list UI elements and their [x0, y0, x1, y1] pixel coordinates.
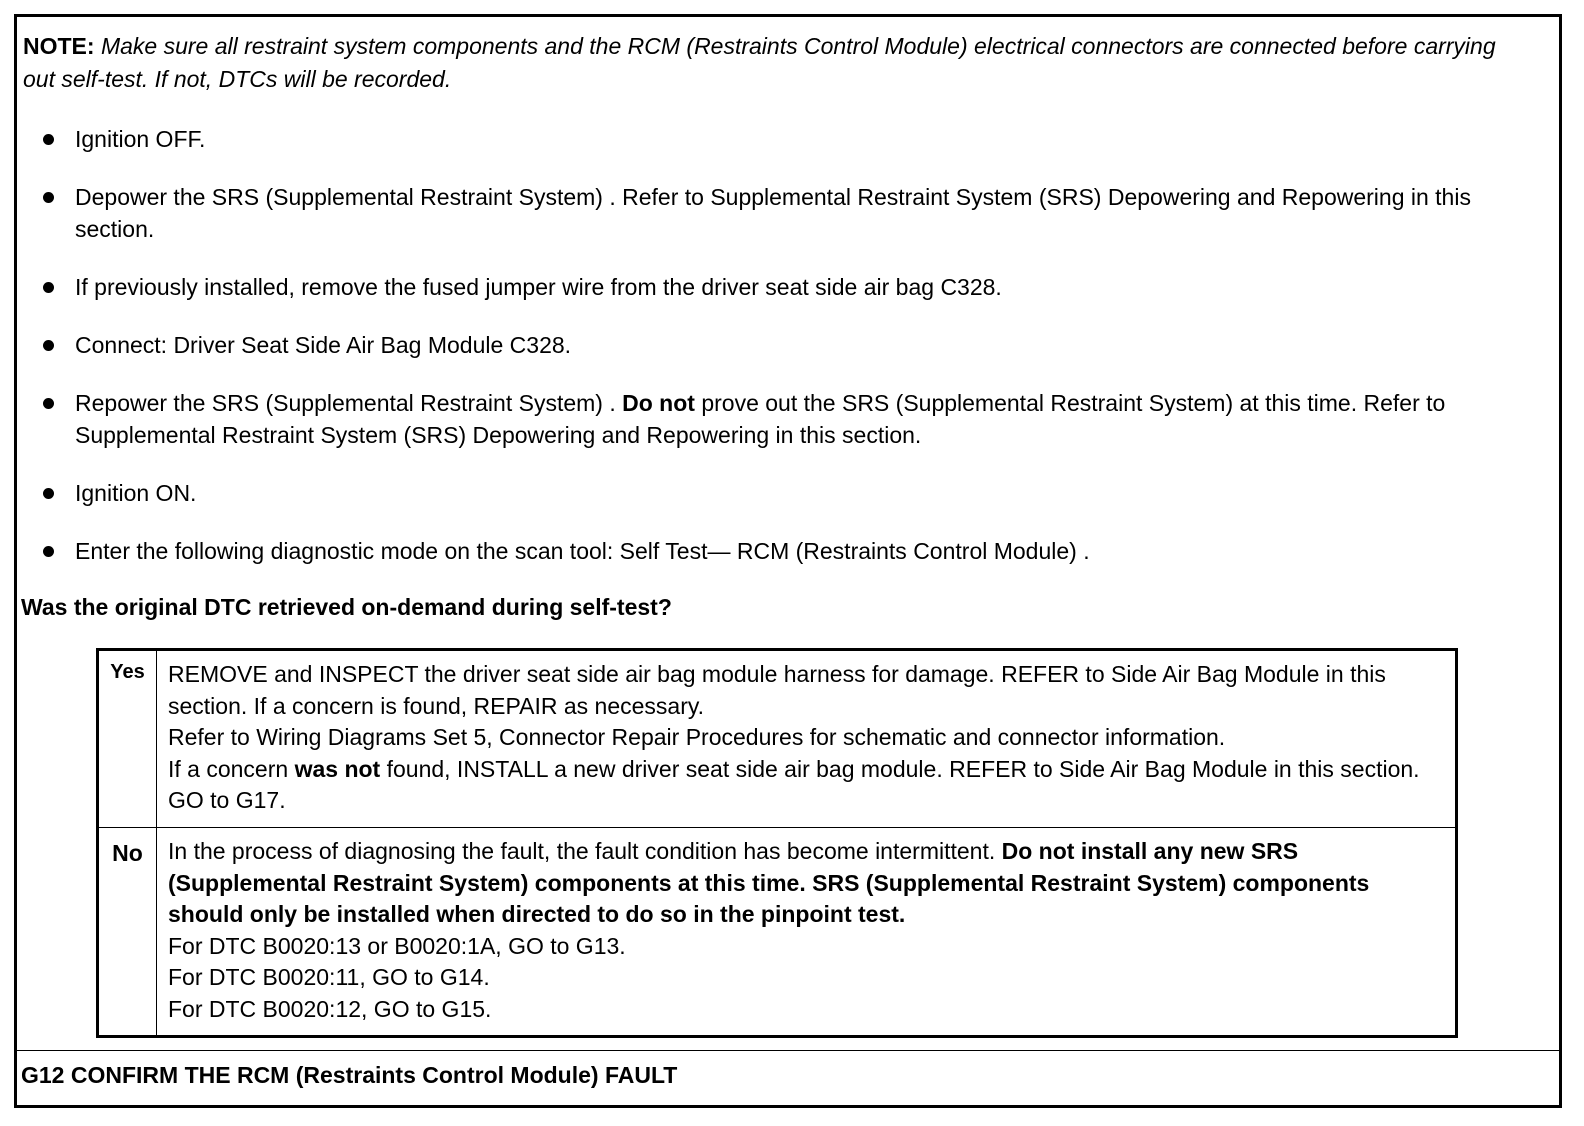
list-item — [17, 387, 1527, 451]
step-text: Depower the SRS (Supplemental Restraint System) . Refer to Supplemental Restraint System (SRS) Depowering and Repowering in this section. — [75, 184, 1471, 242]
note — [23, 30, 1503, 96]
step-text-part: prove out the SRS (Supplemental Restraint System) at this time. Refer to Supplemental Restraint System (SRS) Depowering and Repowering in this section. — [75, 390, 1446, 448]
answer-table — [96, 648, 1458, 1038]
step-text: Connect: Driver Seat Side Air Bag Module C328. — [75, 332, 572, 358]
step-title: G12 CONFIRM THE RCM (Restraints Control Module) FAULT — [21, 1062, 678, 1088]
note-text: Make sure all restraint system components and the RCM (Restraints Control Module) electrical connectors are connected before carrying out self-test. If not, DTCs will be recorded. — [23, 33, 1496, 92]
answer-line — [168, 836, 1448, 931]
step-text — [75, 387, 1527, 451]
bullet-icon — [43, 340, 54, 351]
bullet-icon — [43, 134, 54, 145]
bullet-icon — [43, 282, 54, 293]
answer-line — [168, 754, 1448, 817]
bullet-icon — [43, 488, 54, 499]
answer-line: For DTC B0020:12, GO to G15. — [168, 995, 492, 1022]
procedure-frame — [14, 14, 1562, 1108]
list-item — [17, 271, 1527, 303]
list-item — [17, 535, 1527, 567]
step-text: Ignition OFF. — [75, 126, 206, 152]
table-row — [99, 651, 1455, 828]
answer-text-part: If a concern — [168, 755, 289, 782]
answer-text-part: found, INSTALL a new driver seat side air bag module. REFER to Side Air Bag Module in this section. GO to G17. — [168, 755, 1420, 814]
answer-line: For DTC B0020:13 or B0020:1A, GO to G13. — [168, 932, 626, 959]
divider — [17, 1050, 1559, 1051]
answer-body-yes — [168, 659, 1448, 817]
answer-line: REMOVE and INSPECT the driver seat side air bag module harness for damage. REFER to Side Air Bag Module in this section. If a concern is found, REPAIR as necessary. — [168, 661, 1386, 719]
list-item — [17, 477, 1527, 509]
list-item — [17, 123, 1527, 155]
step-emphasis: Do not — [622, 390, 695, 416]
step-text: Ignition ON. — [75, 480, 197, 506]
bullet-icon — [43, 398, 54, 409]
question-heading: Was the original DTC retrieved on-demand during self-test? — [21, 594, 672, 620]
step-text: Enter the following diagnostic mode on the scan tool: Self Test— RCM (Restraints Control Module) . — [75, 538, 1090, 564]
answer-text-part: In the process of diagnosing the fault, the fault condition has become intermittent. — [168, 838, 996, 864]
bullet-icon — [43, 546, 54, 557]
bullet-icon — [43, 192, 54, 203]
answer-line: For DTC B0020:11, GO to G14. — [168, 964, 490, 991]
step-text: If previously installed, remove the fused jumper wire from the driver seat side air bag C328. — [75, 274, 1002, 300]
answer-line: Refer to Wiring Diagrams Set 5, Connector Repair Procedures for schematic and connector information. — [168, 724, 1226, 751]
note-label: NOTE: — [23, 33, 95, 59]
answer-key-yes: Yes — [99, 651, 157, 827]
answer-emphasis: Do not install any new SRS (Supplemental Restraint System) components at this time. SRS (Supplemental Restraint System) components should only be installed when directed to do so in the pinpoint test. — [168, 838, 1370, 928]
list-item — [17, 329, 1527, 361]
list-item — [17, 181, 1527, 245]
table-row — [99, 828, 1455, 1035]
answer-body-no — [168, 836, 1448, 1026]
step-text-part: Repower the SRS (Supplemental Restraint System) . — [75, 390, 616, 416]
answer-key-no: No — [99, 828, 157, 1035]
answer-emphasis: was not — [294, 755, 381, 782]
